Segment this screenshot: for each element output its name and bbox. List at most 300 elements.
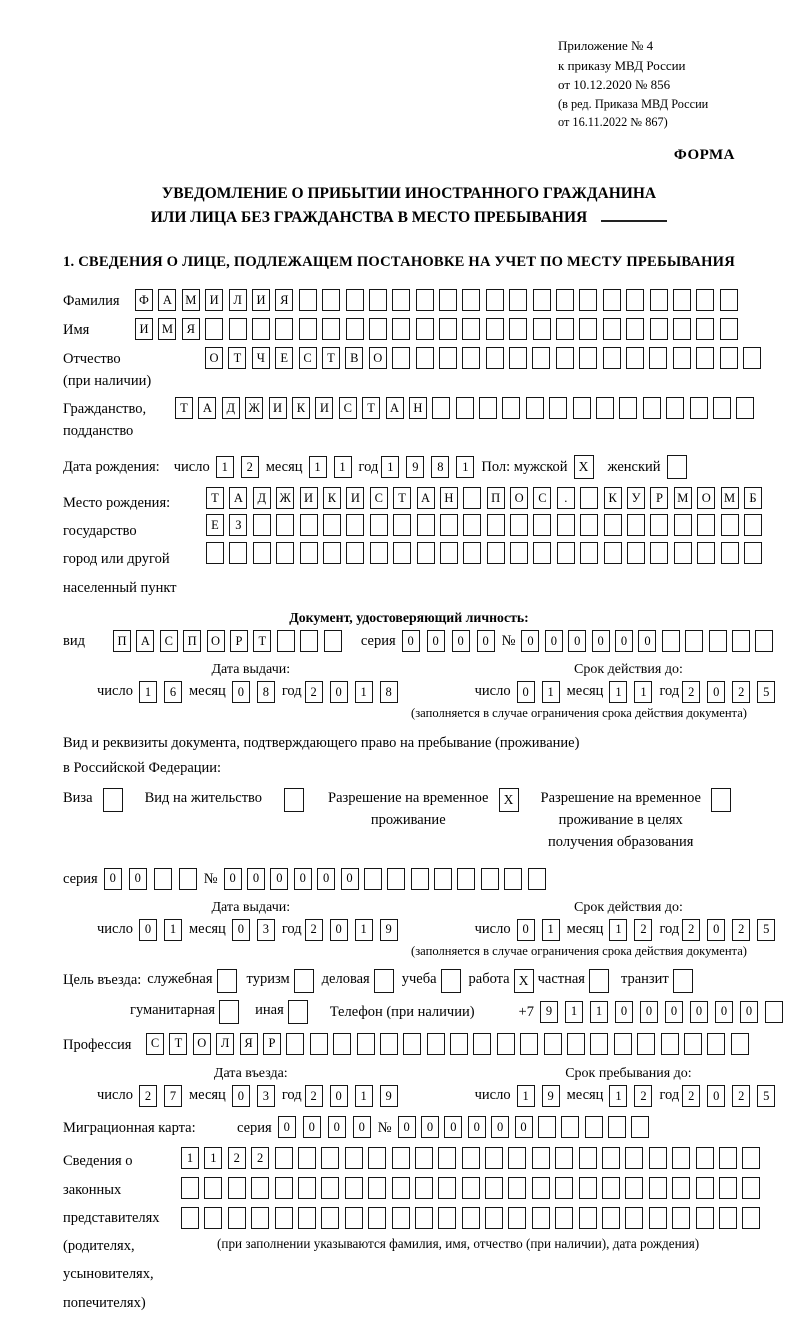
- char-cell[interactable]: [713, 397, 731, 419]
- char-cell[interactable]: 2: [228, 1147, 246, 1169]
- char-cell[interactable]: 0: [517, 681, 535, 703]
- char-cell[interactable]: 0: [707, 1085, 725, 1107]
- char-cell[interactable]: 2: [251, 1147, 269, 1169]
- char-cell[interactable]: П: [113, 630, 131, 652]
- char-cell[interactable]: [619, 397, 637, 419]
- char-cell[interactable]: [275, 1147, 293, 1169]
- char-cell[interactable]: [604, 542, 622, 564]
- char-cell[interactable]: [650, 289, 668, 311]
- char-cell[interactable]: [486, 318, 504, 340]
- char-cell[interactable]: 0: [665, 1001, 683, 1023]
- char-cell[interactable]: М: [158, 318, 176, 340]
- char-cell[interactable]: [434, 868, 452, 890]
- char-cell[interactable]: [709, 630, 727, 652]
- char-cell[interactable]: [392, 289, 410, 311]
- char-cell[interactable]: 3: [257, 1085, 275, 1107]
- char-cell[interactable]: 9: [542, 1085, 560, 1107]
- char-cell[interactable]: [364, 868, 382, 890]
- char-cell[interactable]: О: [697, 487, 715, 509]
- char-cell[interactable]: [533, 289, 551, 311]
- char-cell[interactable]: 1: [456, 456, 474, 478]
- char-cell[interactable]: [276, 542, 294, 564]
- char-cell[interactable]: 1: [355, 1085, 373, 1107]
- char-cell[interactable]: К: [323, 487, 341, 509]
- char-cell[interactable]: [323, 514, 341, 536]
- char-cell[interactable]: И: [135, 318, 153, 340]
- char-cell[interactable]: [485, 1177, 503, 1199]
- char-cell[interactable]: [533, 514, 551, 536]
- char-cell[interactable]: 1: [517, 1085, 535, 1107]
- char-cell[interactable]: 1: [204, 1147, 222, 1169]
- char-cell[interactable]: [479, 397, 497, 419]
- char-cell[interactable]: С: [370, 487, 388, 509]
- char-cell[interactable]: [555, 1147, 573, 1169]
- char-cell[interactable]: [462, 1177, 480, 1199]
- char-cell[interactable]: П: [487, 487, 505, 509]
- char-cell[interactable]: [603, 318, 621, 340]
- char-cell[interactable]: О: [369, 347, 387, 369]
- char-cell[interactable]: [627, 514, 645, 536]
- char-cell[interactable]: [755, 630, 773, 652]
- char-cell[interactable]: [487, 542, 505, 564]
- char-cell[interactable]: 2: [682, 681, 700, 703]
- char-cell[interactable]: [368, 1147, 386, 1169]
- char-cell[interactable]: [649, 347, 667, 369]
- char-cell[interactable]: Е: [275, 347, 293, 369]
- char-cell[interactable]: [368, 1177, 386, 1199]
- char-cell[interactable]: К: [604, 487, 622, 509]
- char-cell[interactable]: Ф: [135, 289, 153, 311]
- char-cell[interactable]: 8: [431, 456, 449, 478]
- char-cell[interactable]: [357, 1033, 375, 1055]
- char-cell[interactable]: [228, 1177, 246, 1199]
- char-cell[interactable]: 1: [334, 456, 352, 478]
- char-cell[interactable]: [520, 1033, 538, 1055]
- purpose-business-checkbox[interactable]: [374, 969, 394, 993]
- char-cell[interactable]: 0: [615, 1001, 633, 1023]
- char-cell[interactable]: И: [315, 397, 333, 419]
- char-cell[interactable]: 1: [609, 919, 627, 941]
- char-cell[interactable]: [392, 347, 410, 369]
- char-cell[interactable]: [661, 1033, 679, 1055]
- char-cell[interactable]: [672, 1177, 690, 1199]
- char-cell[interactable]: [324, 630, 342, 652]
- char-cell[interactable]: Б: [744, 487, 762, 509]
- char-cell[interactable]: [179, 868, 197, 890]
- char-cell[interactable]: 9: [540, 1001, 558, 1023]
- char-cell[interactable]: 0: [707, 919, 725, 941]
- char-cell[interactable]: [300, 514, 318, 536]
- char-cell[interactable]: Ж: [245, 397, 263, 419]
- char-cell[interactable]: [557, 542, 575, 564]
- char-cell[interactable]: Т: [322, 347, 340, 369]
- char-cell[interactable]: 0: [247, 868, 265, 890]
- char-cell[interactable]: [556, 289, 574, 311]
- char-cell[interactable]: [346, 289, 364, 311]
- char-cell[interactable]: [532, 1177, 550, 1199]
- char-cell[interactable]: 2: [139, 1085, 157, 1107]
- char-cell[interactable]: 5: [757, 1085, 775, 1107]
- char-cell[interactable]: [438, 1177, 456, 1199]
- char-cell[interactable]: [603, 347, 621, 369]
- char-cell[interactable]: [322, 318, 340, 340]
- char-cell[interactable]: [720, 347, 738, 369]
- char-cell[interactable]: [205, 318, 223, 340]
- char-cell[interactable]: [742, 1207, 760, 1229]
- char-cell[interactable]: [346, 514, 364, 536]
- char-cell[interactable]: [743, 347, 761, 369]
- char-cell[interactable]: 2: [305, 919, 323, 941]
- char-cell[interactable]: 0: [303, 1116, 321, 1138]
- char-cell[interactable]: 0: [515, 1116, 533, 1138]
- char-cell[interactable]: [251, 1207, 269, 1229]
- char-cell[interactable]: С: [533, 487, 551, 509]
- char-cell[interactable]: [526, 397, 544, 419]
- char-cell[interactable]: 0: [330, 681, 348, 703]
- purpose-transit-checkbox[interactable]: [673, 969, 693, 993]
- char-cell[interactable]: 1: [609, 681, 627, 703]
- char-cell[interactable]: [333, 1033, 351, 1055]
- char-cell[interactable]: [415, 1147, 433, 1169]
- char-cell[interactable]: [403, 1033, 421, 1055]
- char-cell[interactable]: 1: [381, 456, 399, 478]
- char-cell[interactable]: [528, 868, 546, 890]
- char-cell[interactable]: Я: [275, 289, 293, 311]
- char-cell[interactable]: [369, 289, 387, 311]
- char-cell[interactable]: А: [198, 397, 216, 419]
- char-cell[interactable]: 0: [638, 630, 656, 652]
- char-cell[interactable]: 0: [341, 868, 359, 890]
- char-cell[interactable]: [438, 1147, 456, 1169]
- char-cell[interactable]: [719, 1207, 737, 1229]
- char-cell[interactable]: .: [557, 487, 575, 509]
- char-cell[interactable]: [579, 318, 597, 340]
- char-cell[interactable]: [393, 542, 411, 564]
- char-cell[interactable]: 8: [257, 681, 275, 703]
- char-cell[interactable]: 1: [542, 919, 560, 941]
- char-cell[interactable]: [345, 1207, 363, 1229]
- char-cell[interactable]: [555, 1177, 573, 1199]
- char-cell[interactable]: 0: [232, 681, 250, 703]
- char-cell[interactable]: И: [252, 289, 270, 311]
- char-cell[interactable]: 0: [270, 868, 288, 890]
- char-cell[interactable]: [504, 868, 522, 890]
- char-cell[interactable]: [481, 868, 499, 890]
- char-cell[interactable]: [502, 397, 520, 419]
- char-cell[interactable]: [696, 1207, 714, 1229]
- char-cell[interactable]: [696, 289, 714, 311]
- char-cell[interactable]: С: [299, 347, 317, 369]
- char-cell[interactable]: 0: [317, 868, 335, 890]
- char-cell[interactable]: И: [205, 289, 223, 311]
- char-cell[interactable]: [438, 1207, 456, 1229]
- char-cell[interactable]: 0: [690, 1001, 708, 1023]
- char-cell[interactable]: [393, 514, 411, 536]
- char-cell[interactable]: [608, 1116, 626, 1138]
- char-cell[interactable]: [625, 1207, 643, 1229]
- char-cell[interactable]: Д: [222, 397, 240, 419]
- char-cell[interactable]: [463, 542, 481, 564]
- char-cell[interactable]: Я: [182, 318, 200, 340]
- char-cell[interactable]: [457, 868, 475, 890]
- char-cell[interactable]: [696, 318, 714, 340]
- char-cell[interactable]: К: [292, 397, 310, 419]
- char-cell[interactable]: [427, 1033, 445, 1055]
- char-cell[interactable]: [627, 542, 645, 564]
- char-cell[interactable]: [720, 289, 738, 311]
- char-cell[interactable]: 2: [305, 681, 323, 703]
- char-cell[interactable]: [508, 1177, 526, 1199]
- temp-residence-edu-checkbox[interactable]: [711, 788, 731, 812]
- char-cell[interactable]: [228, 1207, 246, 1229]
- char-cell[interactable]: [719, 1177, 737, 1199]
- char-cell[interactable]: [252, 318, 270, 340]
- char-cell[interactable]: 1: [216, 456, 234, 478]
- char-cell[interactable]: 0: [521, 630, 539, 652]
- char-cell[interactable]: [674, 514, 692, 536]
- char-cell[interactable]: [602, 1207, 620, 1229]
- char-cell[interactable]: [585, 1116, 603, 1138]
- char-cell[interactable]: 1: [309, 456, 327, 478]
- char-cell[interactable]: [643, 397, 661, 419]
- char-cell[interactable]: [416, 289, 434, 311]
- char-cell[interactable]: [415, 1177, 433, 1199]
- char-cell[interactable]: [662, 630, 680, 652]
- char-cell[interactable]: М: [182, 289, 200, 311]
- char-cell[interactable]: [684, 1033, 702, 1055]
- char-cell[interactable]: Р: [650, 487, 668, 509]
- char-cell[interactable]: [253, 514, 271, 536]
- char-cell[interactable]: [204, 1207, 222, 1229]
- char-cell[interactable]: 0: [330, 919, 348, 941]
- char-cell[interactable]: [298, 1177, 316, 1199]
- char-cell[interactable]: [462, 1207, 480, 1229]
- char-cell[interactable]: [614, 1033, 632, 1055]
- char-cell[interactable]: Т: [362, 397, 380, 419]
- char-cell[interactable]: [275, 1177, 293, 1199]
- char-cell[interactable]: [487, 514, 505, 536]
- char-cell[interactable]: 1: [634, 681, 652, 703]
- char-cell[interactable]: 7: [164, 1085, 182, 1107]
- char-cell[interactable]: 2: [241, 456, 259, 478]
- char-cell[interactable]: Ж: [276, 487, 294, 509]
- char-cell[interactable]: [229, 318, 247, 340]
- char-cell[interactable]: С: [146, 1033, 164, 1055]
- char-cell[interactable]: 8: [380, 681, 398, 703]
- char-cell[interactable]: [603, 289, 621, 311]
- char-cell[interactable]: [508, 1147, 526, 1169]
- char-cell[interactable]: [719, 1147, 737, 1169]
- char-cell[interactable]: Р: [230, 630, 248, 652]
- char-cell[interactable]: [672, 1147, 690, 1169]
- char-cell[interactable]: 0: [328, 1116, 346, 1138]
- char-cell[interactable]: [370, 514, 388, 536]
- char-cell[interactable]: [666, 397, 684, 419]
- char-cell[interactable]: 3: [257, 919, 275, 941]
- char-cell[interactable]: [673, 289, 691, 311]
- sex-male-checkbox[interactable]: X: [574, 455, 594, 479]
- char-cell[interactable]: Т: [253, 630, 271, 652]
- char-cell[interactable]: [672, 1207, 690, 1229]
- char-cell[interactable]: [742, 1177, 760, 1199]
- char-cell[interactable]: А: [386, 397, 404, 419]
- char-cell[interactable]: [450, 1033, 468, 1055]
- char-cell[interactable]: 0: [330, 1085, 348, 1107]
- char-cell[interactable]: [275, 318, 293, 340]
- char-cell[interactable]: 0: [427, 630, 445, 652]
- purpose-work-checkbox[interactable]: X: [514, 969, 534, 993]
- char-cell[interactable]: [579, 289, 597, 311]
- char-cell[interactable]: [321, 1147, 339, 1169]
- purpose-official-checkbox[interactable]: [217, 969, 237, 993]
- char-cell[interactable]: [229, 542, 247, 564]
- char-cell[interactable]: 1: [139, 681, 157, 703]
- char-cell[interactable]: [696, 1177, 714, 1199]
- char-cell[interactable]: [392, 1147, 410, 1169]
- char-cell[interactable]: 0: [740, 1001, 758, 1023]
- char-cell[interactable]: Р: [263, 1033, 281, 1055]
- char-cell[interactable]: [298, 1147, 316, 1169]
- char-cell[interactable]: [731, 1033, 749, 1055]
- char-cell[interactable]: [486, 289, 504, 311]
- char-cell[interactable]: [300, 630, 318, 652]
- char-cell[interactable]: 9: [380, 919, 398, 941]
- char-cell[interactable]: 0: [353, 1116, 371, 1138]
- char-cell[interactable]: [721, 514, 739, 536]
- char-cell[interactable]: 5: [757, 919, 775, 941]
- char-cell[interactable]: 0: [278, 1116, 296, 1138]
- char-cell[interactable]: [275, 1207, 293, 1229]
- char-cell[interactable]: [321, 1177, 339, 1199]
- char-cell[interactable]: [462, 1147, 480, 1169]
- char-cell[interactable]: [300, 542, 318, 564]
- char-cell[interactable]: [721, 542, 739, 564]
- char-cell[interactable]: [473, 1033, 491, 1055]
- char-cell[interactable]: [463, 487, 481, 509]
- char-cell[interactable]: [650, 318, 668, 340]
- char-cell[interactable]: [392, 1207, 410, 1229]
- char-cell[interactable]: 0: [452, 630, 470, 652]
- char-cell[interactable]: 0: [129, 868, 147, 890]
- char-cell[interactable]: [276, 514, 294, 536]
- char-cell[interactable]: Т: [175, 397, 193, 419]
- char-cell[interactable]: 0: [517, 919, 535, 941]
- residence-permit-checkbox[interactable]: [284, 788, 304, 812]
- char-cell[interactable]: 0: [615, 630, 633, 652]
- char-cell[interactable]: [417, 514, 435, 536]
- char-cell[interactable]: [439, 318, 457, 340]
- char-cell[interactable]: [650, 514, 668, 536]
- char-cell[interactable]: [322, 289, 340, 311]
- char-cell[interactable]: 0: [715, 1001, 733, 1023]
- char-cell[interactable]: [561, 1116, 579, 1138]
- char-cell[interactable]: [439, 347, 457, 369]
- char-cell[interactable]: Т: [206, 487, 224, 509]
- char-cell[interactable]: [380, 1033, 398, 1055]
- char-cell[interactable]: [440, 542, 458, 564]
- char-cell[interactable]: [538, 1116, 556, 1138]
- char-cell[interactable]: Т: [228, 347, 246, 369]
- char-cell[interactable]: [696, 347, 714, 369]
- char-cell[interactable]: [533, 542, 551, 564]
- char-cell[interactable]: [485, 1207, 503, 1229]
- char-cell[interactable]: 2: [634, 1085, 652, 1107]
- char-cell[interactable]: [549, 397, 567, 419]
- char-cell[interactable]: И: [300, 487, 318, 509]
- char-cell[interactable]: [510, 542, 528, 564]
- char-cell[interactable]: 1: [355, 919, 373, 941]
- char-cell[interactable]: [286, 1033, 304, 1055]
- char-cell[interactable]: [298, 1207, 316, 1229]
- char-cell[interactable]: [579, 1147, 597, 1169]
- char-cell[interactable]: [533, 318, 551, 340]
- char-cell[interactable]: [732, 630, 750, 652]
- char-cell[interactable]: [649, 1147, 667, 1169]
- char-cell[interactable]: [510, 514, 528, 536]
- temp-residence-checkbox[interactable]: X: [499, 788, 519, 812]
- char-cell[interactable]: [416, 318, 434, 340]
- char-cell[interactable]: [509, 318, 527, 340]
- char-cell[interactable]: 0: [707, 681, 725, 703]
- purpose-private-checkbox[interactable]: [589, 969, 609, 993]
- char-cell[interactable]: Т: [393, 487, 411, 509]
- char-cell[interactable]: 0: [421, 1116, 439, 1138]
- char-cell[interactable]: 1: [181, 1147, 199, 1169]
- char-cell[interactable]: 0: [232, 1085, 250, 1107]
- char-cell[interactable]: [696, 1147, 714, 1169]
- char-cell[interactable]: [253, 542, 271, 564]
- char-cell[interactable]: Н: [440, 487, 458, 509]
- char-cell[interactable]: 2: [732, 1085, 750, 1107]
- char-cell[interactable]: [299, 318, 317, 340]
- char-cell[interactable]: О: [205, 347, 223, 369]
- char-cell[interactable]: 0: [477, 630, 495, 652]
- char-cell[interactable]: В: [345, 347, 363, 369]
- char-cell[interactable]: Я: [240, 1033, 258, 1055]
- char-cell[interactable]: 0: [294, 868, 312, 890]
- char-cell[interactable]: Ч: [252, 347, 270, 369]
- char-cell[interactable]: М: [721, 487, 739, 509]
- char-cell[interactable]: [277, 630, 295, 652]
- char-cell[interactable]: А: [417, 487, 435, 509]
- char-cell[interactable]: [417, 542, 435, 564]
- char-cell[interactable]: З: [229, 514, 247, 536]
- char-cell[interactable]: [744, 542, 762, 564]
- char-cell[interactable]: О: [193, 1033, 211, 1055]
- char-cell[interactable]: [625, 1177, 643, 1199]
- char-cell[interactable]: [251, 1177, 269, 1199]
- char-cell[interactable]: [497, 1033, 515, 1055]
- char-cell[interactable]: [631, 1116, 649, 1138]
- char-cell[interactable]: У: [627, 487, 645, 509]
- char-cell[interactable]: 0: [104, 868, 122, 890]
- char-cell[interactable]: [697, 542, 715, 564]
- char-cell[interactable]: М: [674, 487, 692, 509]
- char-cell[interactable]: О: [207, 630, 225, 652]
- char-cell[interactable]: [415, 1207, 433, 1229]
- char-cell[interactable]: Л: [229, 289, 247, 311]
- char-cell[interactable]: [579, 1207, 597, 1229]
- visa-checkbox[interactable]: [103, 788, 123, 812]
- title-blank-underline[interactable]: [601, 220, 667, 222]
- char-cell[interactable]: 0: [568, 630, 586, 652]
- char-cell[interactable]: [456, 397, 474, 419]
- char-cell[interactable]: Н: [409, 397, 427, 419]
- char-cell[interactable]: [462, 347, 480, 369]
- char-cell[interactable]: 1: [609, 1085, 627, 1107]
- char-cell[interactable]: 9: [380, 1085, 398, 1107]
- char-cell[interactable]: [509, 289, 527, 311]
